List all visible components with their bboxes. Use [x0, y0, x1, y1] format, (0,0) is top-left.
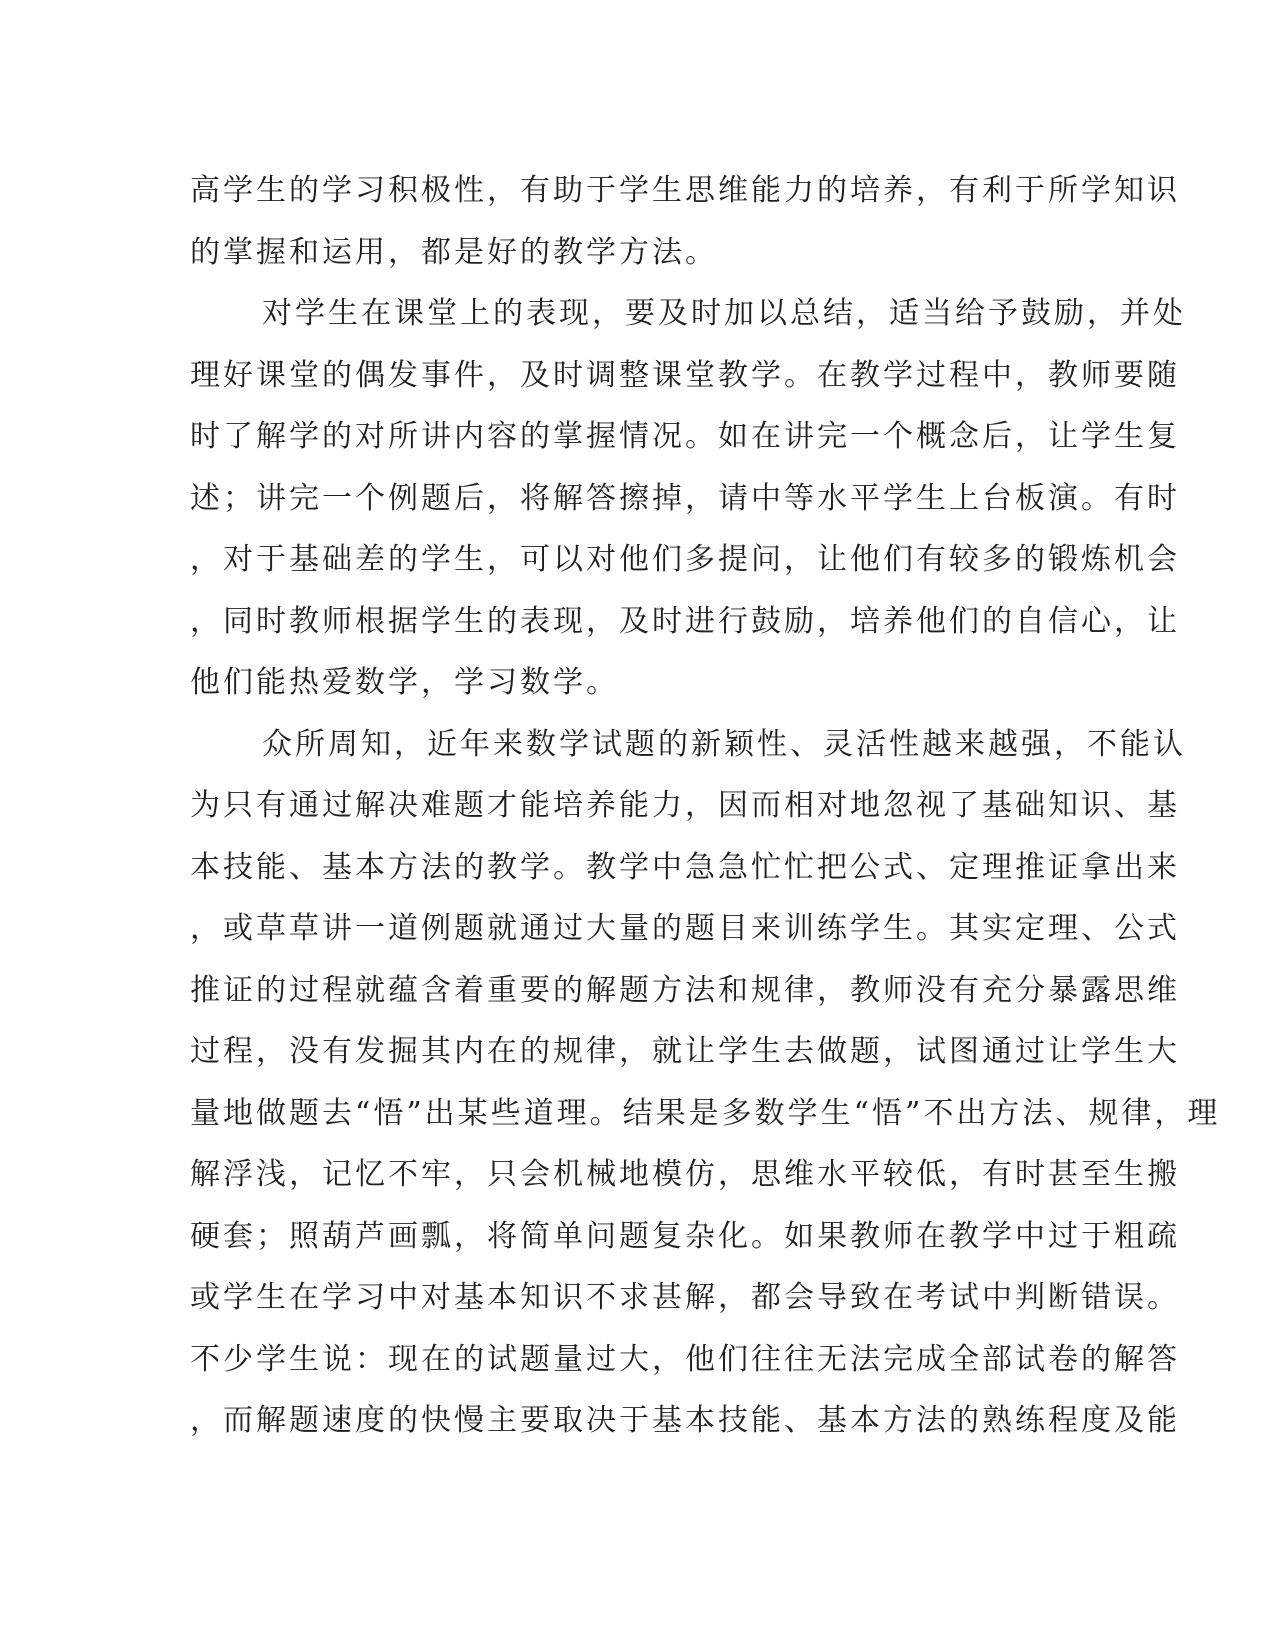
text-line: 高学生的学习积极性，有助于学生思维能力的培养，有利于所学知识	[190, 173, 1180, 208]
text-line: 推证的过程就蕴含着重要的解题方法和规律，教师没有充分暴露思维	[190, 972, 1180, 1008]
text-line: 过程，没有发掘其内在的规律，就让学生去做题，试图通过让学生大	[190, 1034, 1180, 1069]
text-line: 对学生在课堂上的表现，要及时加以总结，适当给予鼓励，并处	[262, 296, 1186, 331]
text-line: 量地做题去“悟”出某些道理。结果是多数学生“悟”不出方法、规律，理	[190, 1095, 1221, 1131]
text-line: 或学生在学习中对基本知识不求甚解，都会导致在考试中判断错误。	[190, 1280, 1180, 1315]
text-line: 硬套；照葫芦画瓢，将简单问题复杂化。如果教师在教学中过于粗疏	[190, 1218, 1180, 1254]
text-line: 为只有通过解决难题才能培养能力，因而相对地忽视了基础知识、基	[190, 788, 1180, 823]
text-line: ，对于基础差的学生，可以对他们多提问，让他们有较多的锻炼机会	[190, 542, 1180, 577]
text-line: 不少学生说：现在的试题量过大，他们往往无法完成全部试卷的解答	[190, 1341, 1180, 1377]
text-line: 时了解学的对所讲内容的掌握情况。如在讲完一个概念后，让学生复	[190, 419, 1180, 454]
text-line: 众所周知，近年来数学试题的新颖性、灵活性越来越强，不能认	[262, 726, 1186, 762]
text-line: 解浮浅，记忆不牢，只会机械地模仿，思维水平较低，有时甚至生搬	[190, 1157, 1180, 1192]
text-line: 理好课堂的偶发事件，及时调整课堂教学。在教学过程中，教师要随	[190, 357, 1180, 393]
text-line: ，或草草讲一道例题就通过大量的题目来训练学生。其实定理、公式	[190, 911, 1180, 946]
text-line: ，而解题速度的快慢主要取决于基本技能、基本方法的熟练程度及能	[190, 1403, 1180, 1438]
text-line: 本技能、基本方法的教学。教学中急急忙忙把公式、定理推证拿出来	[190, 849, 1180, 885]
text-line: 的掌握和运用，都是好的教学方法。	[190, 234, 718, 270]
text-line: ，同时教师根据学生的表现，及时进行鼓励，培养他们的自信心，让	[190, 603, 1180, 639]
text-line: 述；讲完一个例题后，将解答擦掉，请中等水平学生上台板演。有时	[190, 480, 1180, 516]
body-text	[190, 160, 1221, 1452]
text-line: 他们能热爱数学，学习数学。	[190, 665, 619, 700]
